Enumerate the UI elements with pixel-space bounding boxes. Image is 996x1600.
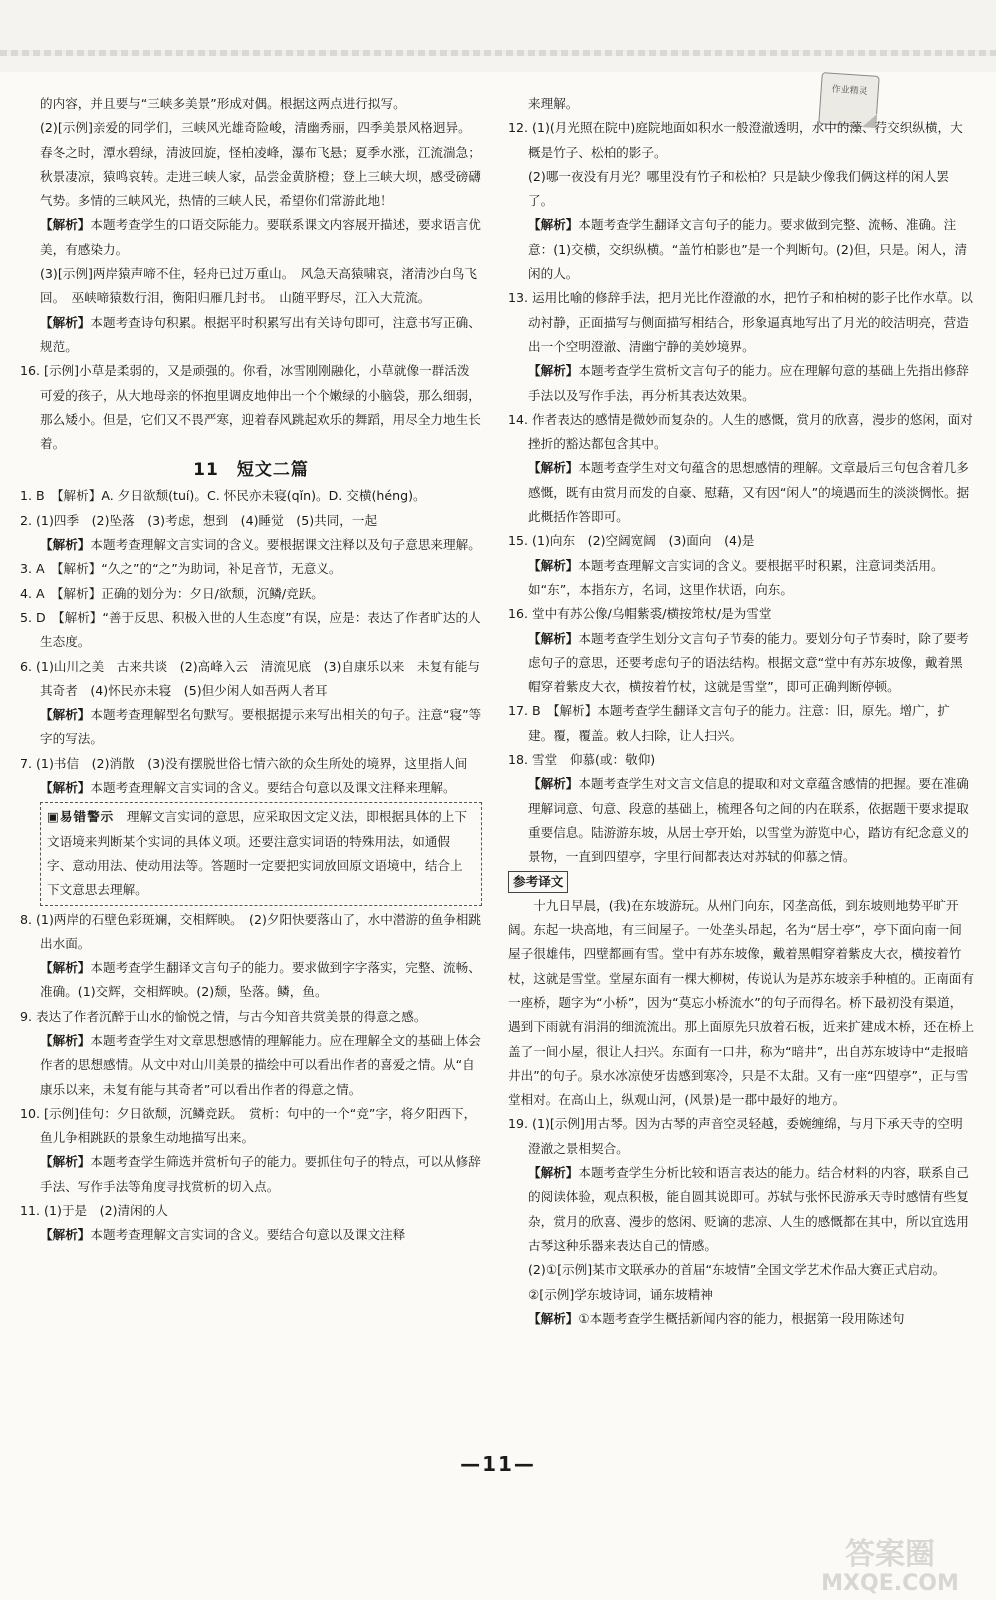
analysis-tag: 【解析】	[40, 314, 91, 330]
analysis-paragraph	[20, 311, 482, 360]
analysis-tag: 【解析】	[40, 960, 91, 976]
analysis-paragraph	[508, 359, 974, 408]
analysis-tag: 【解析】	[40, 780, 91, 796]
answer-item: 2. (1)四季 (2)坠落 (3)考虑，想到 (4)睡觉 (5)共同，一起	[20, 512, 378, 528]
continuation-text: 来理解。	[528, 96, 579, 111]
continuation-text: ②[示例]学东坡诗词，诵东坡精神	[528, 1286, 713, 1302]
analysis-paragraph	[508, 772, 974, 869]
continuation-text: (2)哪一夜没有月光？哪里没有竹子和松柏？只是缺少像我们俩这样的闲人罢了。	[528, 168, 949, 209]
analysis-text: 本题考查学生划分文言句子节奏的能力。要划分句子节奏时，除了要考虑句子的意思，还要考虑句子的语法结构。根据文意“堂中有苏东坡像，戴着黑帽穿着紫皮大衣，横按着竹杖，这就是雪堂”，即可正确判断停顿。	[528, 630, 969, 695]
analysis-tag: 【解析】	[40, 707, 91, 723]
analysis-tag: 【解析】	[528, 460, 579, 476]
analysis-tag: 【解析】	[40, 1154, 91, 1170]
continuation-text: (3)[示例]两岸猿声啼不住，轻舟已过万重山。 风急天高猿啸哀，渚清沙白鸟飞回。 巫峡啼猿数行泪，衡阳归雁几封书。 山随平野尽，江入大荒流。	[40, 266, 477, 306]
answer-item: 5. D 【解析】“善于反思、积极入世的人生态度”有误，应是：表达了作者旷达的人生态度。	[20, 609, 481, 650]
analysis-text: 本题考查学生的口语交际能力。要联系课文内容展开描述，要求语言优美，有感染力。	[40, 217, 481, 257]
analysis-paragraph	[20, 1223, 482, 1247]
answer-item: 18. 雪堂 仰慕(或：敬仰)	[508, 752, 656, 768]
analysis-text: 本题考查学生对文章思想感情的理解能力。应在理解全文的基础上体会作者的思想感情。从文中对山川美景的描绘中可以看出作者的喜爱之情。从“自康乐以来，未复有能与其奇者”可以看出作者的得意之情。	[40, 1032, 481, 1097]
analysis-text: 本题考查学生翻译文言句子的能力。要求做到字字落实，完整、流畅、准确。(1)交辉，交相辉映。(2)颓，坠落。鳞，鱼。	[40, 960, 481, 1000]
analysis-text: 本题考查理解文言实词的含义。要结合句意以及课文注释来理解。	[90, 780, 456, 796]
analysis-text: 本题考查学生翻译文言句子的能力。要求做到完整、流畅、准确。注意：(1)交横，交织纵横。“盖竹柏影也”是一个判断句。(2)但，只是。闲人，清闲的人。	[528, 217, 968, 282]
analysis-paragraph	[20, 776, 482, 800]
reference-label-row	[508, 870, 974, 894]
analysis-text: 本题考查理解文言实词的含义。要结合句意以及课文注释	[90, 1227, 406, 1243]
watermark-en: MXQE.COM	[821, 1571, 959, 1596]
top-scan-band	[0, 0, 996, 72]
analysis-text: 本题考查学生分析比较和语言表达的能力。结合材料的内容，联系自己的阅读体验，观点积极，能自圆其说即可。苏轼与张怀民游承天寺时感情有些复杂，赏月的欣喜、漫步的悠闲、贬谪的悲凉、人生的感慨都在其中，所以宜选用古琴这种乐器来表达自己的情感。	[528, 1165, 969, 1253]
answer-item: 16. [示例]小草是柔弱的，又是顽强的。你看，冰雪刚刚融化，小草就像一群活泼可爱的孩子，从大地母亲的怀抱里调皮地伸出一个个嫩绿的小脑袋，那么细弱，那么矮小。但是，它们又不畏严寒，迎着春风跳起欢乐的舞蹈，用尽全力地生长着。	[20, 363, 481, 452]
answer-item: 8. (1)两岸的石壁色彩斑斓，交相辉映。 (2)夕阳快要落山了，水中潜游的鱼争相跳出水面。	[20, 911, 481, 951]
answer-item: 7. (1)书信 (2)消散 (3)没有摆脱世俗七情六欲的众生所处的境界，这里指人间	[20, 755, 468, 771]
analysis-paragraph	[20, 1029, 482, 1102]
answer-item: 10. [示例]佳句：夕日欲颓，沉鳞竞跃。 赏析：句中的一个“竞”字，将夕阳西下，鱼儿争相跳跃的景象生动地描写出来。	[20, 1105, 477, 1146]
translation-paragraph: 十九日早晨，(我)在东坡游玩。从州门向东，冈垄高低，到东坡则地势平旷开阔。东起一块高地，有三间屋子。一处垄头昂起，名为“居士亭”，亭下面向南一间屋子很雄伟，四壁都画有雪。堂中有苏东坡像，戴着黑帽穿着紫皮大衣，横按着竹杖，这就是雪堂。堂屋东面有一棵大柳树，传说认为是苏东坡亲手种植的。正南面有一座桥，题字为“小桥”，因为“莫忘小桥流水”的句子而得名。桥下最初没有渠道，遇到下雨就有涓涓的细流流出。那上面原先只放着石板，近来扩建成木桥，还在桥上盖了一间小屋，很让人扫兴。东面有一口井，称为“暗井”，出自苏东坡诗中“走报暗井出”的句子。泉水冰凉使牙齿感到寒冷，只是不太甜。又有一座“四望亭”，正与雪堂相对。在高山上，纵观山河，(风景)是一郡中最好的地方。	[508, 897, 974, 1108]
answer-item: 15. (1)向东 (2)空阔宽阔 (3)面向 (4)是	[508, 533, 755, 549]
page-number: —11—	[460, 1452, 536, 1476]
answer-item: 13. 运用比喻的修辞手法，把月光比作澄澈的水，把竹子和柏树的影子比作水草。以动衬静，正面描写与侧面描写相结合，形象逼真地写出了月光的皎洁明亮，营造出一个空明澄澈、清幽宁静的美妙境界。	[508, 290, 973, 354]
analysis-tag: 【解析】	[40, 1032, 91, 1048]
analysis-text: 本题考查理解文言实词的含义。要根据课文注释以及句子意思来理解。	[90, 537, 481, 553]
error-warning-box	[40, 802, 482, 905]
analysis-text: 本题考查理解文言实词的含义。要根据平时积累，注意词类活用。如“东”，本指东方，名词，这里作状语，向东。	[528, 557, 944, 597]
section-title: 11 短文二篇	[193, 460, 309, 481]
answer-item: 4. A 【解析】正确的划分为：夕日/欲颓，沉鳞/竞跃。	[20, 585, 324, 601]
continuation-text: (2)[示例]亲爱的同学们，三峡风光雄奇险峻，清幽秀丽，四季美景风格迥异。春冬之时，潭水碧绿，清波回旋，怪柏凌峰，瀑布飞悬；夏季水涨，江流湍急；秋景凄凉，猿鸣哀转。走进三峡人家，品尝金黄脐橙；登上三峡大坝，感受磅礴气势。多情的三峡风光，热情的三峡人民，希望你们常游此地！	[40, 120, 481, 209]
analysis-paragraph	[20, 213, 482, 262]
analysis-paragraph	[20, 956, 482, 1005]
analysis-tag: 【解析】	[528, 1165, 579, 1181]
analysis-text: 本题考查学生对文言文信息的提取和对文章蕴含感情的把握。要在准确理解词意、句意、段意的基础上，梳理各句之间的内在联系，依据题干要求提取重要信息。陆游游东坡，从居士亭开始，以雪堂为游览中心，踏访有纪念意义的景物，一直到四望亭，字里行间都表达对苏轼的仰慕之情。	[528, 776, 969, 865]
site-watermark-logo	[790, 1530, 990, 1596]
left-column	[20, 92, 482, 1248]
analysis-tag: 【解析】	[528, 363, 579, 379]
analysis-paragraph	[508, 1161, 974, 1258]
analysis-tag: 【解析】	[40, 537, 91, 553]
continuation-text: (2)①[示例]某市文联承办的首届“东坡情”全国文学艺术作品大赛正式启动。	[528, 1262, 946, 1278]
answer-item: 9. 表达了作者沉醉于山水的愉悦之情，与古今知音共赏美景的得意之感。	[20, 1008, 427, 1024]
analysis-tag: 【解析】	[528, 1310, 579, 1326]
stamp-text: 作业精灵	[831, 84, 868, 98]
analysis-tag: 【解析】	[528, 217, 579, 233]
analysis-text: 本题考查学生筛选并赏析句子的能力。要抓住句子的特点，可以从修辞手法、写作手法等角度寻找赏析的切入点。	[40, 1154, 481, 1194]
answer-item: 1. B 【解析】A. 夕日欲颓(tuí)。C. 怀民亦未寝(qǐn)。D. 交横(héng)。	[20, 488, 426, 504]
analysis-text: 本题考查理解型名句默写。要根据提示来写出相关的句子。注意“寝”等字的写法。	[40, 707, 482, 747]
answer-item: 11. (1)于是 (2)清闲的人	[20, 1203, 168, 1219]
analysis-paragraph	[508, 1307, 974, 1331]
answer-item: 16. 堂中有苏公像/乌帽紫裘/横按筇杖/是为雪堂	[508, 606, 772, 622]
analysis-tag: 【解析】	[40, 1227, 91, 1243]
analysis-tag: 【解析】	[528, 630, 579, 646]
scan-strip	[0, 50, 996, 56]
analysis-paragraph	[508, 213, 974, 286]
analysis-paragraph	[508, 627, 974, 700]
answer-item: 3. A 【解析】“久之”的“之”为助词，补足音节，无意义。	[20, 561, 342, 577]
answer-item: 6. (1)山川之美 古来共谈 (2)高峰入云 清流见底 (3)自康乐以来 未复有能与其奇者 (4)怀民亦未寝 (5)但少闲人如吾两人者耳	[20, 658, 480, 698]
analysis-text: 本题考查诗句积累。根据平时积累写出有关诗句即可，注意书写正确、规范。	[40, 314, 481, 354]
answer-item: 17. B 【解析】本题考查学生翻译文言句子的能力。注意：旧，原先。增广，扩建。覆，覆盖。敕人扫除，让人扫兴。	[508, 703, 950, 743]
reference-translation-label: 参考译文	[508, 871, 568, 893]
watermark-cn: 答案圈	[845, 1537, 935, 1572]
analysis-paragraph	[20, 703, 482, 752]
analysis-text: ①本题考查学生概括新闻内容的能力，根据第一段用陈述句	[578, 1310, 905, 1326]
analysis-tag: 【解析】	[528, 776, 579, 792]
analysis-paragraph	[20, 1150, 482, 1199]
right-column	[508, 92, 974, 1331]
analysis-tag: 【解析】	[40, 217, 91, 233]
answer-item: 12. (1)(月光照在院中)庭院地面如积水一般澄澈透明，水中的藻、荇交织纵横，大概是竹子、松柏的影子。	[508, 120, 963, 160]
analysis-text: 本题考查学生对文句蕴含的思想感情的理解。文章最后三句包含着几多感慨，既有由赏月而发的自豪、慰藉，又有因“闲人”的境遇而生的淡淡惆怅。据此概括作答即可。	[528, 460, 970, 525]
answer-item: 14. 作者表达的感情是微妙而复杂的。人生的感慨，赏月的欣喜，漫步的悠闲，面对挫折的豁达都包含其中。	[508, 411, 973, 452]
analysis-paragraph	[508, 456, 974, 529]
warning-tag: ▣易错警示	[47, 809, 115, 825]
analysis-text: 本题考查学生赏析文言句子的能力。应在理解句意的基础上先指出修辞手法以及写作手法，再分析其表达效果。	[528, 363, 969, 403]
analysis-tag: 【解析】	[528, 557, 579, 573]
continuation-text: 的内容，并且要与“三峡多美景”形成对偶。根据这两点进行拟写。	[40, 96, 406, 111]
analysis-paragraph	[508, 554, 974, 603]
warning-text: 理解文言实词的意思，应采取因文定义法，即根据具体的上下文语境来判断某个实词的具体义项。还要注意实词语的特殊用法，如通假字、意动用法、使动用法等。答题时一定要把实词放回原文语境中，结合上下文意思去理解。	[47, 809, 467, 898]
analysis-paragraph	[20, 533, 482, 557]
answer-item: 19. (1)[示例]用古琴。因为古琴的声音空灵轻越，委婉缠绵，与月下承天寺的空明澄澈之景相契合。	[508, 1116, 963, 1156]
